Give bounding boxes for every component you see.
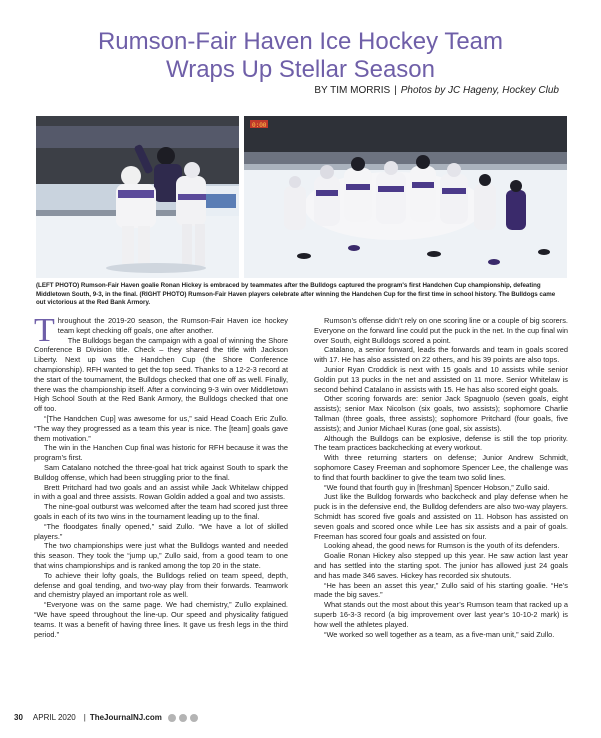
paragraph: Goalie Ronan Hickey also stepped up this year. He saw action last year and has settled into the starting spot. The junior has allowed just 24 goals and has made 346 saves. Hickey has recorded six shutouts. [314, 551, 568, 580]
paragraph: Catalano, a senior forward, leads the forwards and team in goals scored with 17. He has also assisted on 22 others, and his 39 points are also tops. [314, 345, 568, 365]
hockey-goalie-celebration-photo [36, 116, 239, 278]
paragraph: With three returning starters on defense; Junior Andrew Schmidt, sophomore Casey Freeman and sophomore Spencer Lee, the challenge was to find that fourth backliner to give the team two solid lines. [314, 453, 568, 482]
paragraph: “[The Handchen Cup] was awesome for us,” said Head Coach Eric Zullo. “The way they progressed as a team this year is nice. The [team] goals gave them motivation.” [34, 413, 288, 443]
paragraph: Although the Bulldogs can be explosive, defense is still the top priority. The team practices backchecking at every workout. [314, 433, 568, 453]
article-title-line2: Wraps Up Stellar Season [165, 56, 435, 83]
byline [314, 85, 559, 96]
page-footer [14, 713, 198, 722]
paragraph: The Bulldogs began the campaign with a goal of winning the Shore Conference B Division title. Check – they shared the title with Jackson Liberty. Next up was the Handchen Cup (the Shore Conference championship). RFH wanted to get the top seed. Thanks to a 12-2-3 record at the start of the tournament, the Bulldogs checked that one off as well. Finally, there was the championship itself. After a convincing 9-3 win over Middletown High School South at the Red Bank Armory, the Bulldogs checked that one off too. [34, 335, 288, 414]
drop-cap: T [34, 316, 55, 349]
footer-separator: | [83, 713, 86, 722]
paragraph: “We worked so well together as a team, as a five-man unit,” said Zullo. [324, 629, 555, 639]
page-number: 30 [14, 713, 23, 722]
right-photo [244, 116, 567, 278]
facebook-icon[interactable] [168, 714, 176, 722]
paragraph: “Everyone was on the same page. We had chemistry,” Zullo explained. “We have speed throughout the line-up. Our speed and physicality fatigued teams. It was a benefit of having three lines. It gave us fresh legs in the third period.” [34, 600, 288, 639]
paragraph: Other scoring forwards are: senior Jack Spagnuolo (seven goals, eight assists); senior Max Nicolson (six goals, two assists); sophomore Charlie Tallman (three goals, three assists); sophomore Pritchard (four goals, five assists); and Junior Michael Kuras (one goal, six assists). [314, 394, 568, 433]
site-link[interactable]: TheJournalNJ.com [89, 713, 162, 722]
paragraph: Brett Pritchard had two goals and an assist while Jack Whitelaw chipped in with a goal and three assists. Rowan Goldin added a goal and two assists. [34, 482, 288, 502]
article-column-2 [314, 316, 568, 692]
paragraph: Throughout the 2019-20 season, the Rumson-Fair Haven ice hockey team kept checking off goals, one after another. [34, 316, 288, 349]
paragraph: “He has been an asset this year,” Zullo said of his starting goalie. “He’s made the big saves.” [314, 580, 568, 600]
team-celebration-photo [244, 116, 567, 278]
article-title [0, 28, 601, 84]
paragraph: Rumson’s offense didn’t rely on one scoring line or a couple of big scorers. Everyone on the forward line could put the puck in the net. In the cup final win over South, eight Bulldogs scored a point. [314, 316, 568, 345]
article-body [34, 316, 568, 692]
paragraph: What stands out the most about this year’s Rumson team that racked up a superb 16-3-3 record (a big improvement over last year’s 10-10-2 mark) is how well the athletes played. [314, 600, 568, 629]
paragraph: Sam Catalano notched the three-goal hat trick against South to spark the Bulldog offense, which had been struggling prior to the final. [34, 462, 288, 482]
scoreboard-text: 0:00 [252, 122, 267, 129]
paragraph: “The floodgates finally opened,” said Zullo. “We have a lot of skilled players.” [34, 521, 288, 541]
twitter-icon[interactable] [179, 714, 187, 722]
paragraph: “We found that fourth guy in [freshman] Spencer Hobson,” Zullo said. [324, 482, 550, 492]
byline-separator: | [394, 85, 397, 96]
social-icons [168, 714, 198, 722]
article-title-line1: Rumson-Fair Haven Ice Hockey Team [97, 28, 504, 55]
paragraph: To achieve their lofty goals, the Bulldogs relied on team speed, depth, defense and goal tending, and two-way play from their forwards. Teamwork and chemistry played an important role as well. [34, 570, 288, 600]
instagram-icon[interactable] [190, 714, 198, 722]
paragraph: Junior Ryan Croddick is next with 15 goals and 10 assists while senior Goldin put 13 pucks in the net and assisted on 11 more. Senior Whitelaw is second behind Catalano in assists with 15. He has also scored eight goals. [314, 364, 568, 394]
author: BY TIM MORRIS [314, 85, 391, 96]
paragraph: Just like the Bulldog forwards who backcheck and play defense when he puck is in the defensive end, the Bulldog defenders are also two-way players. Schmidt has scored five goals and assisted on 11. Hobson has assisted on seven goals and scored once while Lee has six assists and a pair of goals. Freeman has scored four goals and assisted on four. [314, 492, 568, 541]
paragraph: The nine-goal outburst was welcomed after the team had scored just three goals in each of its two wins in the tournament leading up to the final. [34, 502, 288, 521]
paragraph: The win in the Hanchen Cup final was historic for RFH because it was the program’s first. [34, 443, 288, 463]
left-photo [36, 116, 239, 278]
article-column-1 [34, 316, 288, 692]
paragraph: Looking ahead, the good news for Rumson is the youth of its defenders. [324, 541, 560, 551]
issue-date: APRIL 2020 [32, 713, 76, 722]
photo-credit: Photos by JC Hageny, Hockey Club [400, 85, 559, 96]
photo-caption: (LEFT PHOTO) Rumson-Fair Haven goalie Ronan Hickey is embraced by teammates after the Bulldogs captured the program's first Handchen Cup championship, defeating Middletown South, 9-3, in the final. (RIGHT PHOTO) Rumson-Fair Haven players celebrate after winning the Handchen Cup for the first time in school history. The Bulldogs came out victorious at the Red Bank Armory. [36, 282, 556, 306]
paragraph: The two championships were just what the Bulldogs wanted and needed this season. They took the “jump up,” Zullo said, from a good team to one that wins championships and is ranked among the top 20 in the state. [34, 541, 288, 570]
